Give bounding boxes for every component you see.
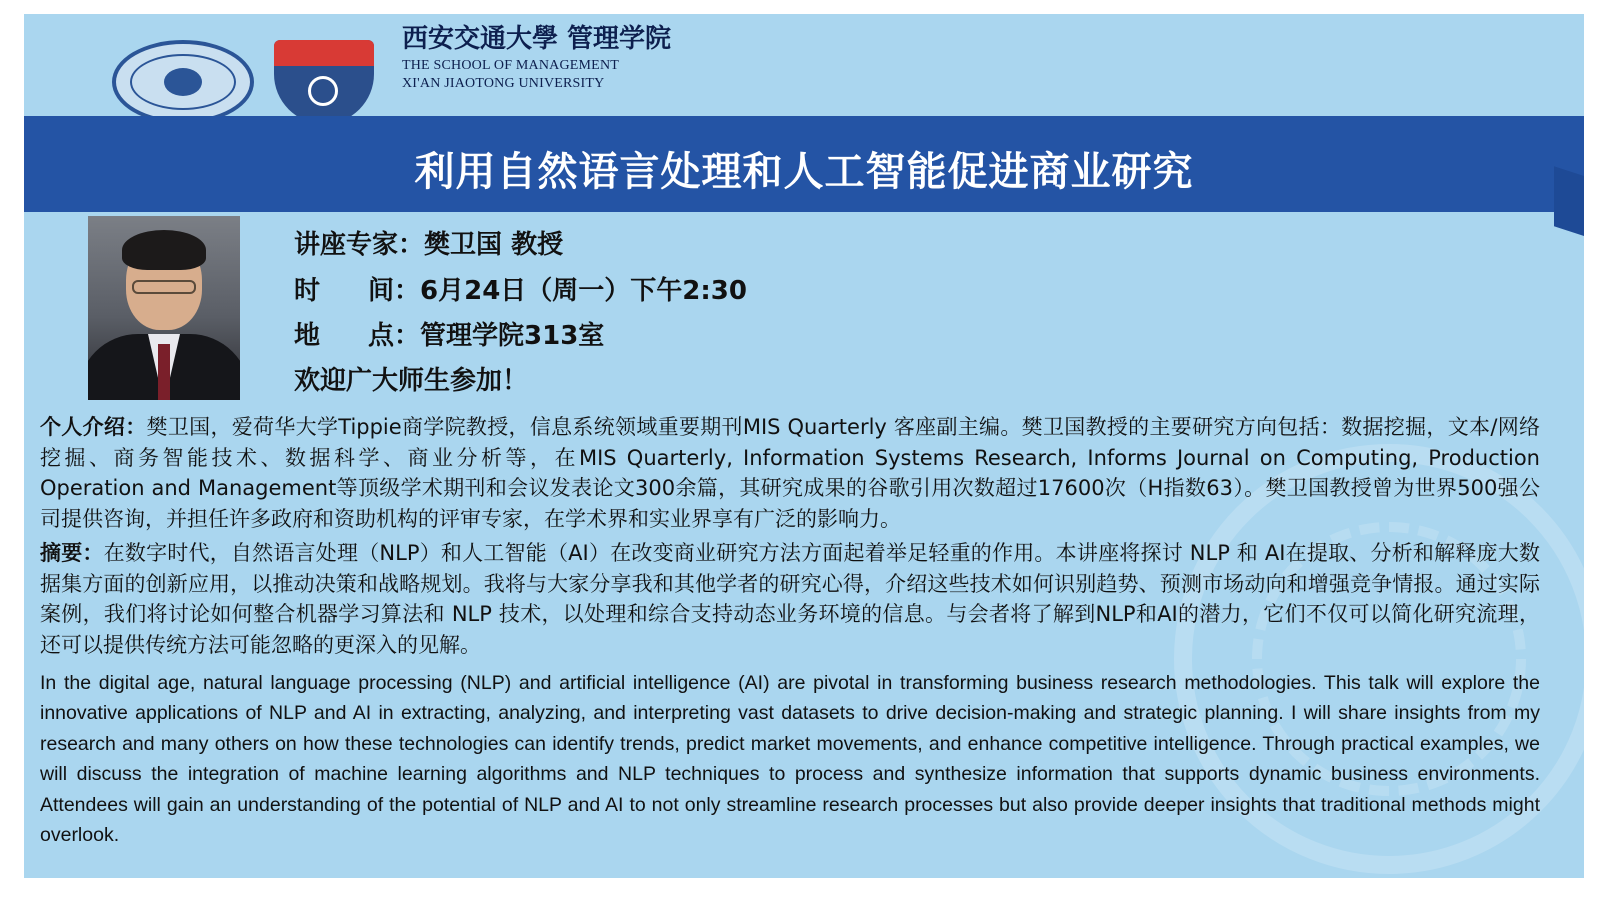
abstract-paragraph xyxy=(40,538,1540,660)
welcome-line: 欢迎广大师生参加！ xyxy=(294,366,529,396)
speaker-value: 樊卫国 教授 xyxy=(424,230,564,260)
photo-glasses xyxy=(132,280,196,294)
school-name-en-line2: XI'AN JIAOTONG UNIVERSITY xyxy=(402,76,605,91)
school-name-cn: 西安交通大學 管理学院 xyxy=(402,24,672,54)
speaker-photo xyxy=(88,216,240,400)
abstract-text: 在数字时代，自然语言处理（NLP）和人工智能（AI）在改变商业研究方法方面起着举足轻重的作用。本讲座将探讨 NLP 和 AI在提取、分析和解释庞大数据集方面的创新应用，以推动决策和战略规划。我将与大家分享我和其他学者的研究心得，介绍这些技术如何识别趋势、预测市场动向和增强竞争情报。通过实际案例，我们将讨论如何整合机器学习算法和 NLP 技术，以处理和综合支持动态业务环境的信息。与会者将了解到NLP和AI的潜力，它们不仅可以简化研究流理，还可以提供传统方法可能忽略的更深入的见解。 xyxy=(40,541,1540,657)
bio-label: 个人介绍： xyxy=(40,415,147,439)
place-line xyxy=(294,315,604,352)
photo-tie xyxy=(158,344,170,400)
abstract-label: 摘要： xyxy=(40,541,104,565)
shield-emblem-icon xyxy=(308,76,338,106)
lecture-title: 利用自然语言处理和人工智能促进商业研究 xyxy=(414,149,1194,195)
lecture-poster xyxy=(24,14,1584,878)
bio-text: 樊卫国，爱荷华大学Tippie商学院教授，信息系统领域重要期刊MIS Quarterly 客座副主编。樊卫国教授的主要研究方向包括：数据挖掘，文本/网络挖掘、商务智能技术、数据科学、商业分析等，在MIS Quarterly, Information Systems Research, Informs Journal on Computing, Production Operation and Management等顶级学术期刊和会议发表论文300余篇，其研究成果的谷歌引用次数超过17600次（H指数63）。樊卫国教授曾为世界500强公司提供咨询，并担任许多政府和资助机构的评审专家，在学术界和实业界享有广泛的影响力。 xyxy=(40,415,1541,531)
bio-paragraph xyxy=(40,412,1540,534)
speaker-label: 讲座专家： xyxy=(294,230,425,260)
speaker-line xyxy=(294,224,563,261)
school-name-en-line1: THE SCHOOL OF MANAGEMENT xyxy=(402,58,620,73)
university-seal-logo xyxy=(112,40,254,124)
time-value: 6月24日（周一）下午2:30 xyxy=(420,276,747,306)
title-banner xyxy=(24,116,1584,212)
school-shield-logo xyxy=(274,40,374,124)
shield-red-band xyxy=(274,40,374,66)
photo-hair xyxy=(122,230,206,270)
place-value: 管理学院313室 xyxy=(420,321,605,351)
time-line xyxy=(294,270,747,307)
abstract-en-paragraph: In the digital age, natural language processing (NLP) and artificial intelligence (AI) are pivotal in transforming business research methodologies. This talk will explore the innovative applications of NLP and AI in extracting, analyzing, and interpreting vast datasets to drive decision-making and strategic planning. I will share insights from my research and many others on how these technologies can identify trends, predict market movements, and enhance competitive intelligence. Through practical examples, we will discuss the integration of machine learning algorithms and NLP techniques to process and synthesize information that supports dynamic business environments. Attendees will gain an understanding of the potential of NLP and AI to not only streamline research processes but also provide deeper insights that traditional methods might overlook. xyxy=(40,672,1540,847)
time-label: 时间： xyxy=(294,276,421,306)
place-label: 地点： xyxy=(294,321,421,351)
